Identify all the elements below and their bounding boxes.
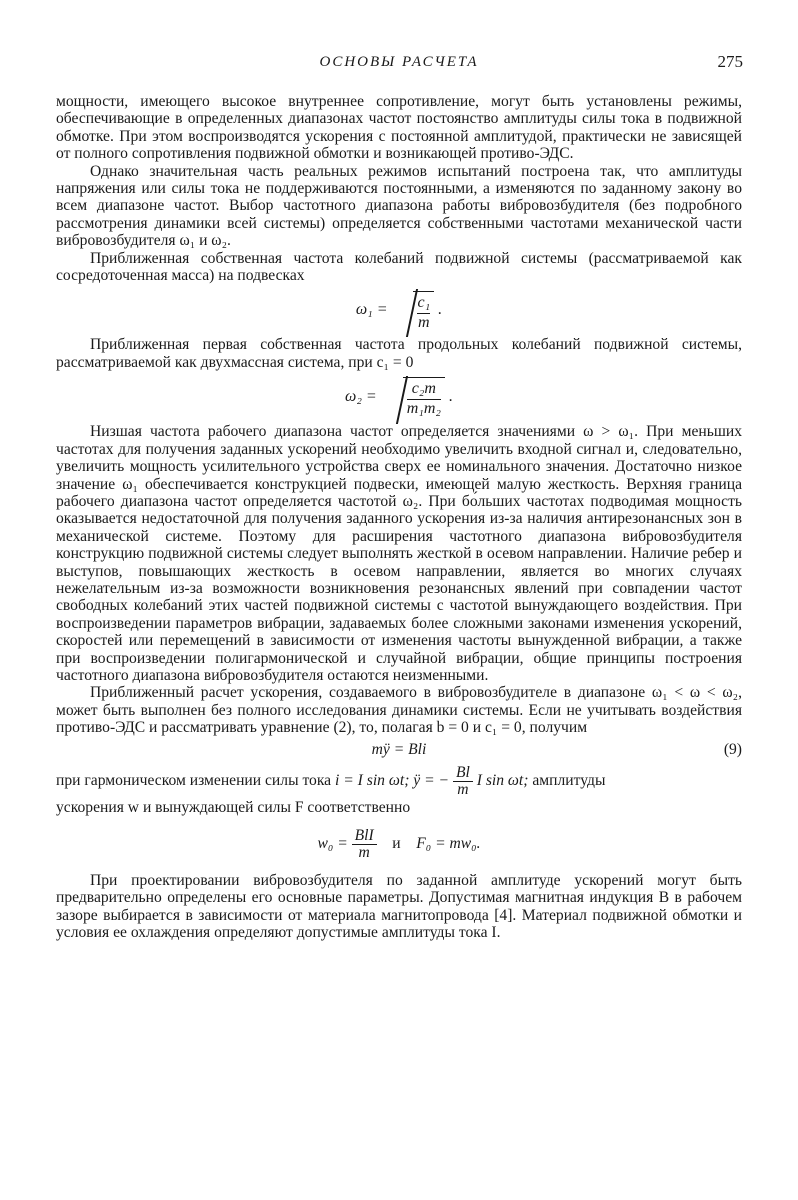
- formula-omega1-denominator: m: [418, 313, 430, 331]
- paragraph-7: [56, 763, 742, 799]
- sqrt-sign: [397, 285, 434, 337]
- formula-omega1-end: .: [438, 301, 443, 319]
- formula-omega2-fraction: [403, 377, 445, 418]
- paragraph-9: При проектировании вибровозбудителя по заданной амплитуде ускорений могут быть предварительно определены его основные параметры. Допустимая магнитная индукция B в рабочем зазоре выбирается в зависимости от материала магнитопровода [4]. Материал подвижной обмотки и условия ее охлаждения определяют допустимые амплитуды тока I.: [56, 872, 742, 942]
- formula-omega2-lhs: ω₂ =: [345, 388, 377, 406]
- paragraph-7-start: при гармоническом изменении силы тока: [56, 771, 332, 789]
- equation-9-number: (9): [723, 740, 742, 758]
- equation-9-body: mÿ = Bli: [371, 740, 427, 758]
- formula-omega2-numerator: c₂m: [407, 380, 441, 400]
- inline-fraction-numerator: Bl: [453, 765, 473, 782]
- paragraph-4: Приближенная первая собственная частота продольных колебаний подвижной системы, рассматриваемой как двухмассная система, при c₁ = 0: [56, 336, 742, 371]
- paragraph-3: Приближенная собственная частота колебаний подвижной системы (рассматриваемой как сосредоточенная масса) на подвесках: [56, 249, 742, 285]
- formula-omega1-lhs: ω₁ =: [355, 301, 388, 319]
- page-header: [0, 52, 798, 76]
- formula-w0-numerator: BlI: [352, 828, 377, 845]
- formula-omega1-fraction: [413, 291, 434, 332]
- formula-omega1-numerator: c₁: [417, 294, 430, 314]
- sqrt-sign: [387, 372, 445, 424]
- page-number: 275: [717, 52, 743, 71]
- equation-9: [56, 737, 742, 763]
- formula-omega2-denominator: m₁m₂: [406, 400, 441, 418]
- formula-omega1: [56, 284, 742, 336]
- formula-w0-fraction: [352, 828, 377, 861]
- formula-omega2: [56, 371, 742, 423]
- running-title: ОСНОВЫ РАСЧЕТА: [319, 54, 479, 70]
- formula-f0: F₀ = mw₀.: [416, 835, 481, 852]
- paragraph-1: мощности, имеющего высокое внутреннее сопротивление, могут быть установлены режимы, обеспечивающие в определенных диапазонах частот постоянство амплитуды силы тока в подвижной обмотке. При этом воспроизводятся ускорения с постоянной амплитудой, практически не зависящей от полного сопротивления подвижной обмотки и возникающей противо-ЭДС.: [56, 93, 742, 163]
- acceleration-tail: I sin ωt;: [476, 771, 529, 789]
- paragraph-8: ускорения w и вынуждающей силы F соответственно: [56, 798, 411, 816]
- page-body: [56, 93, 742, 942]
- formula-omega2-end: .: [448, 388, 453, 406]
- paragraph-2: Однако значительная часть реальных режимов испытаний построена так, что амплитуды напряжения или силы тока не поддерживаются постоянными, а изменяются по заданному закону во всем диапазоне частот. Выбор частотного диапазона работы вибровозбудителя (без подробного рассмотрения динамики всей системы) определяется собственными частотами механической части вибровозбудителя ω₁ и ω₂.: [56, 162, 742, 250]
- formula-w0-lhs: w₀ =: [317, 835, 348, 852]
- inline-fraction-denominator: m: [457, 780, 469, 798]
- paragraph-7-end: амплитуды: [532, 771, 606, 789]
- formula-w0-denominator: m: [358, 843, 370, 861]
- paragraph-5: Низшая частота рабочего диапазона частот определяется значениями ω > ω₁. При меньших частотах для получения заданных ускорений необходимо увеличить входной сигнал и, следовательно, увеличить мощность усилительного устройства сверх ее номинального значения. Достаточно низкое значение ω₁ обеспечивается конструкцией подвески, имеющей малую жесткость. Верхняя граница рабочего диапазона частот определяется частотой ω₂. При бо́льших частотах подводимая мощность оказывается недостаточной для получения заданного ускорения из-за наличия антирезонансных зон в механической системе. Поэтому для расширения частотного диапазона вибровозбудителя конструкцию подвижной системы следует выполнять жесткой в осевом направлении. Наличие ребер и выступов, повышающих жесткость в осевом направлении, является во многих случаях нежелательным из-за возможности возникновения резонансных явлений при совпадении частот свободных колебаний этих частей подвижной системы с частотой вынуждающего воздействия. При воспроизведении параметров вибрации, задаваемых более сложными законами изменения ускорений, скоростей или перемещений в зависимости от изменения частоты вынужденной вибрации, а также при воспроизведении полигармонической и случайной вибрации, общие принципы построения частотного диапазона вибровозбудителя остаются неизменными.: [56, 423, 742, 684]
- inline-fraction: [453, 765, 473, 798]
- formula-conjunction: и: [392, 835, 401, 852]
- acceleration-expression: ÿ = −: [413, 771, 450, 789]
- paragraph-6: Приближенный расчет ускорения, создаваемого в вибровозбудителе в диапазоне ω₁ < ω < ω₂, может быть выполнен без полного исследования динамики системы. Если не учитывать воздействия противо-ЭДС и рассматривать уравнение (2), то, полагая b = 0 и c₁ = 0, получим: [56, 684, 742, 737]
- formula-amplitudes: [56, 816, 742, 872]
- current-expression: i = I sin ωt;: [335, 771, 410, 789]
